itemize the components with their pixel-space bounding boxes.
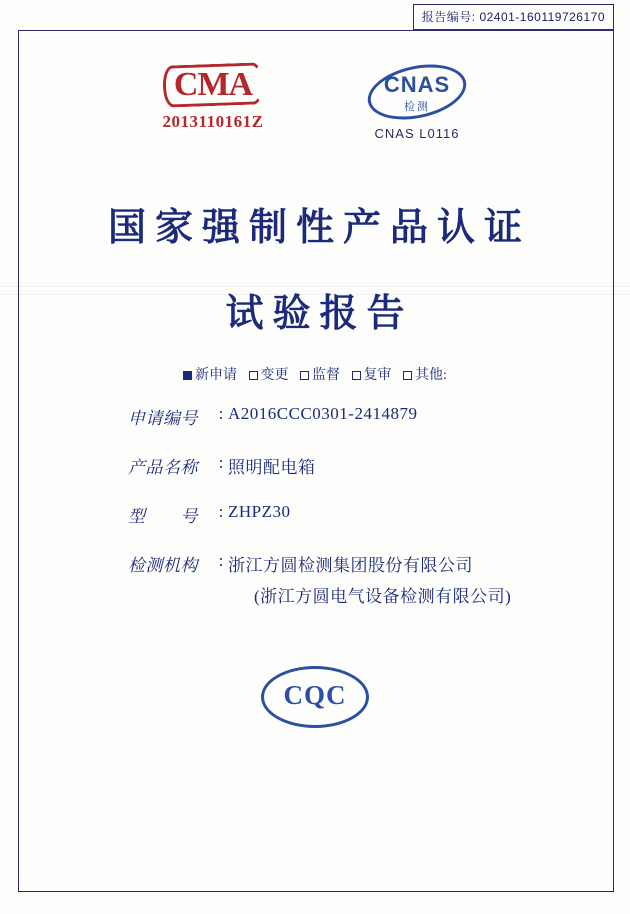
option-review[interactable] xyxy=(352,364,392,384)
field-product-name xyxy=(128,453,570,478)
checkbox-icon[interactable] xyxy=(183,371,192,380)
field-model xyxy=(128,502,570,527)
field-label: 型 号 xyxy=(128,507,198,526)
cma-mark-block xyxy=(138,62,288,132)
cnas-mark-block xyxy=(342,62,492,141)
field-separator: : xyxy=(218,502,224,521)
cqc-seal-icon xyxy=(261,666,369,728)
certification-marks xyxy=(0,62,630,141)
cnas-sub-text: 检测 xyxy=(404,101,430,113)
cnas-code: CNAS L0116 xyxy=(374,126,460,141)
cma-swoosh-icon xyxy=(162,62,263,107)
option-other[interactable] xyxy=(403,364,447,384)
cma-code: 2013110161Z xyxy=(162,112,264,131)
report-number-label: 报告编号: xyxy=(421,10,476,24)
field-value: 浙江方圆检测集团股份有限公司 xyxy=(228,556,473,575)
field-label: 产品名称 xyxy=(128,458,198,477)
field-value: 照明配电箱 xyxy=(228,458,316,477)
field-value: ZHPZ30 xyxy=(228,502,291,521)
cnas-logo-icon xyxy=(362,62,472,124)
option-change[interactable] xyxy=(249,364,289,384)
cma-logo-text: CMA xyxy=(173,66,253,103)
application-type-options xyxy=(0,364,630,384)
field-separator: : xyxy=(218,404,224,423)
cma-logo-icon xyxy=(167,62,259,108)
checkbox-icon[interactable] xyxy=(249,371,258,380)
cnas-logo-text: CNAS xyxy=(383,72,451,97)
field-label: 申请编号 xyxy=(128,409,198,428)
checkbox-icon[interactable] xyxy=(300,371,309,380)
field-testing-organization xyxy=(128,551,570,607)
field-label: 检测机构 xyxy=(128,556,198,575)
option-label: 复审 xyxy=(363,368,392,383)
field-value-secondary: (浙江方圆电气设备检测有限公司) xyxy=(254,587,512,606)
report-number-box xyxy=(413,4,614,30)
option-label: 监督 xyxy=(312,368,341,383)
option-new-application[interactable] xyxy=(183,364,237,384)
option-label: 新申请 xyxy=(195,368,238,383)
page-subtitle: 试验报告 xyxy=(225,293,414,335)
field-separator: : xyxy=(218,453,224,472)
checkbox-icon[interactable] xyxy=(352,371,361,380)
field-application-number xyxy=(128,404,570,429)
field-list xyxy=(128,404,570,631)
cqc-seal-text: CQC xyxy=(283,680,347,710)
option-label: 变更 xyxy=(260,368,289,383)
option-supervision[interactable] xyxy=(300,364,340,384)
checkbox-icon[interactable] xyxy=(403,371,412,380)
report-number-value: 02401-160119726170 xyxy=(479,10,605,24)
page-title: 国家强制性产品认证 xyxy=(107,207,531,249)
field-value: A2016CCC0301-2414879 xyxy=(228,404,418,423)
field-value-group xyxy=(228,551,511,607)
field-separator: : xyxy=(218,551,224,570)
option-label: 其他: xyxy=(415,368,447,383)
